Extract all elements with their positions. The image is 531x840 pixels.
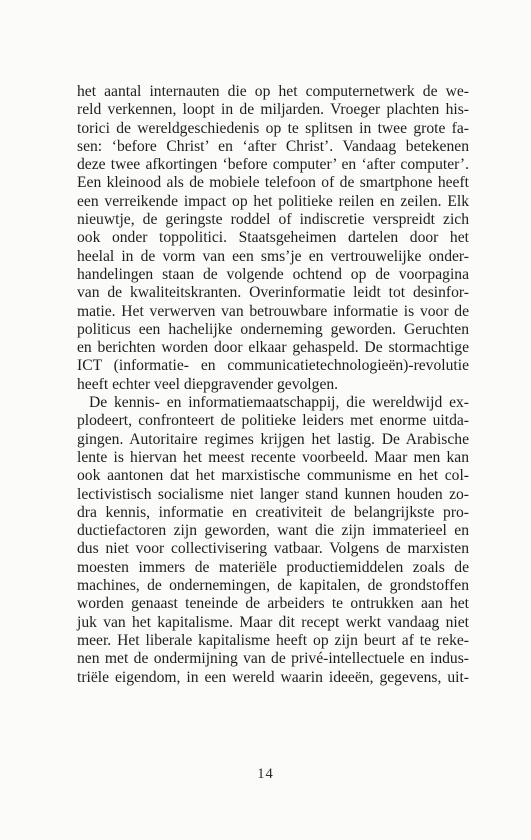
text-line: De kennis- en informatiemaatschappij, die wereldwijd ex-	[89, 394, 469, 412]
text-line: en berichten worden door elkaar gehaspeld. De stormachtige	[77, 339, 469, 357]
text-line: gingen. Autoritaire regimes krijgen het lastig. De Arabische	[77, 430, 469, 448]
text-line: politicus een hachelijke onderneming geworden. Geruchten	[77, 320, 469, 338]
text-line: lectivistisch socialisme niet langer stand kunnen houden zo-	[77, 485, 469, 503]
text-line: het aantal internauten die op het computernetwerk de we-	[77, 83, 469, 100]
text-line: heelal in de vorm van een sms’je en vertrouwelijke onder-	[77, 247, 469, 265]
text-line: heeft echter veel diepgravender gevolgen.	[77, 375, 339, 393]
text-line: juk van het kapitalisme. Maar dit recept werkt vandaag niet	[77, 613, 469, 631]
text-line: van de kwaliteitskranten. Overinformatie leidt tot desinfor-	[77, 284, 469, 302]
text-line: handelingen staan de volgende ochtend op de voorpagina	[77, 265, 469, 283]
text-line: reld verkennen, loopt in de miljarden. Vroeger plachten his-	[77, 101, 469, 119]
text-line: matie. Het verwerven van betrouwbare informatie is voor de	[77, 302, 469, 320]
text-line: worden genaast teneinde de arbeiders te ontrukken aan het	[77, 595, 469, 613]
paragraph-2	[77, 394, 469, 687]
text-line: deze twee afkortingen ‘before computer’ en ‘after computer’.	[77, 156, 469, 174]
text-line: nen met de ondermijning van de privé-intellectuele en indus-	[77, 650, 469, 668]
text-line: lente is hiervan het meest recente voorbeeld. Maar men kan	[77, 448, 469, 466]
text-line: ook onder toppolitici. Staatsgeheimen dartelen door het	[77, 229, 469, 247]
text-line: ook aantonen dat het marxistische communisme en het col-	[77, 467, 469, 485]
text-line: dra kennis, informatie en creativiteit de belangrijkste pro-	[77, 503, 469, 521]
page-number: 14	[257, 766, 274, 782]
text-line: Een kleinood als de mobiele telefoon of de smartphone heeft	[77, 174, 469, 192]
text-line: nieuwtje, de geringste roddel of indiscretie verspreidt zich	[77, 211, 469, 229]
text-line: torici de wereldgeschiedenis op te splitsen in twee grote fa-	[77, 119, 469, 137]
text-line: ICT (informatie- en communicatietechnologieën)-revolutie	[77, 357, 469, 375]
text-line: ductiefactoren zijn geworden, want die zijn immaterieel en	[77, 522, 469, 540]
body-text	[77, 83, 469, 687]
text-line: plodeert, confronteert de politieke leiders met enorme uitda-	[77, 412, 469, 430]
text-line: moesten immers de materiële productiemiddelen zoals de	[77, 558, 469, 576]
text-line: triële eigendom, in een wereld waarin ideeën, gegevens, uit-	[77, 668, 469, 686]
text-line: sen: ‘before Christ’ en ‘after Christ’. Vandaag betekenen	[77, 137, 469, 155]
text-line: machines, de ondernemingen, de kapitalen, de grondstoffen	[77, 577, 469, 595]
paragraph-1	[77, 83, 469, 394]
text-line: een verreikende impact op het politieke reilen en zeilen. Elk	[77, 192, 469, 210]
text-line: dus niet voor collectivisering vatbaar. Volgens de marxisten	[77, 540, 469, 558]
text-line: meer. Het liberale kapitalisme heeft op zijn beurt af te reke-	[77, 631, 469, 649]
